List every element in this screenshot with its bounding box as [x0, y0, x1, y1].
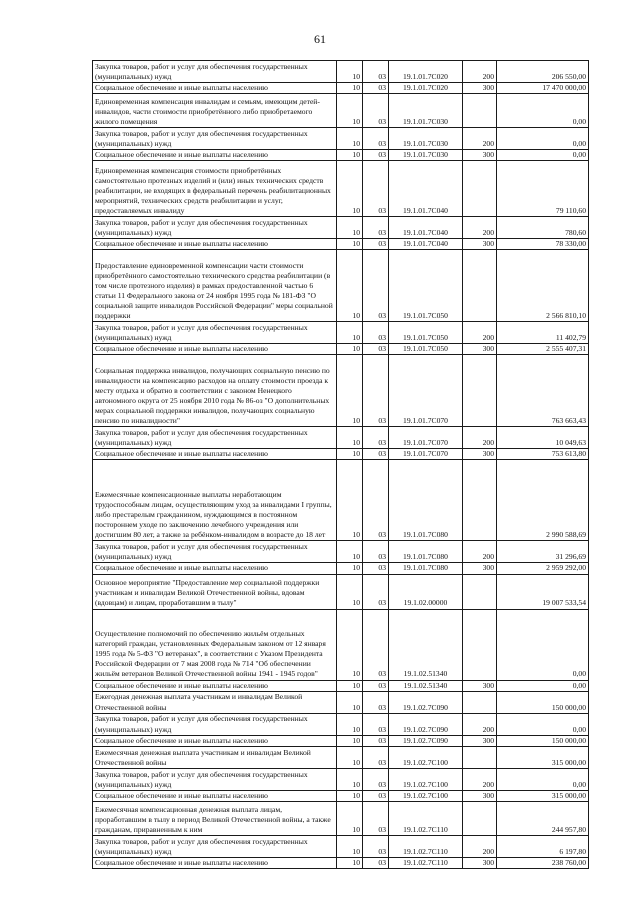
subsection-code-cell: 03 — [363, 609, 389, 680]
section-code-cell: 10 — [337, 574, 363, 609]
table-row — [93, 355, 589, 427]
section-code-cell: 10 — [337, 691, 363, 713]
item-name-cell: Ежемесячная денежная выплата участникам и инвалидам Великой Отечественной войны — [93, 746, 337, 768]
amount-cell: 11 402,79 — [497, 322, 589, 344]
table-row — [93, 768, 589, 790]
subsection-code-cell: 03 — [363, 735, 389, 746]
subsection-code-cell: 03 — [363, 857, 389, 868]
subsection-code-cell: 03 — [363, 94, 389, 128]
table-row — [93, 83, 589, 94]
amount-cell: 0,00 — [497, 609, 589, 680]
amount-cell: 0,00 — [497, 713, 589, 735]
subsection-code-cell: 03 — [363, 128, 389, 150]
table-row — [93, 460, 589, 541]
target-article-cell: 19.1.02.51340 — [389, 609, 463, 680]
section-code-cell: 10 — [337, 790, 363, 801]
item-name-cell: Социальное обеспечение и иные выплаты населению — [93, 83, 337, 94]
table-row — [93, 541, 589, 563]
section-code-cell: 10 — [337, 563, 363, 574]
table-row — [93, 94, 589, 128]
subsection-code-cell: 03 — [363, 150, 389, 161]
subsection-code-cell: 03 — [363, 239, 389, 250]
expense-type-cell — [463, 609, 497, 680]
expense-type-cell — [463, 355, 497, 427]
table-row — [93, 449, 589, 460]
table-row — [93, 322, 589, 344]
item-name-cell: Закупка товаров, работ и услуг для обеспечения государственных (муниципальных) нужд — [93, 128, 337, 150]
target-article-cell: 19.1.02.7С090 — [389, 713, 463, 735]
amount-cell: 150 000,00 — [497, 691, 589, 713]
table-row — [93, 563, 589, 574]
amount-cell: 206 550,00 — [497, 61, 589, 83]
target-article-cell: 19.1.02.7С100 — [389, 746, 463, 768]
target-article-cell: 19.1.01.7С030 — [389, 150, 463, 161]
target-article-cell: 19.1.01.7С080 — [389, 563, 463, 574]
section-code-cell: 10 — [337, 128, 363, 150]
expense-type-cell — [463, 94, 497, 128]
subsection-code-cell: 03 — [363, 344, 389, 355]
section-code-cell: 10 — [337, 768, 363, 790]
target-article-cell: 19.1.01.7С050 — [389, 344, 463, 355]
subsection-code-cell: 03 — [363, 691, 389, 713]
section-code-cell: 10 — [337, 322, 363, 344]
subsection-code-cell: 03 — [363, 217, 389, 239]
amount-cell: 315 000,00 — [497, 746, 589, 768]
item-name-cell: Закупка товаров, работ и услуг для обеспечения государственных (муниципальных) нужд — [93, 322, 337, 344]
target-article-cell: 19.1.01.7С040 — [389, 217, 463, 239]
expense-type-cell: 300 — [463, 857, 497, 868]
section-code-cell: 10 — [337, 541, 363, 563]
subsection-code-cell: 03 — [363, 790, 389, 801]
expense-type-cell — [463, 691, 497, 713]
section-code-cell: 10 — [337, 449, 363, 460]
item-name-cell: Ежегодная денежная выплата участникам и инвалидам Великой Отечественной войны — [93, 691, 337, 713]
expense-type-cell: 300 — [463, 680, 497, 691]
table-row — [93, 61, 589, 83]
item-name-cell: Основное мероприятие "Предоставление мер социальной поддержки участникам и инвалидам Великой Отечественной войны, вдовам (вдовцам) и лицам, проработавшим в тылу" — [93, 574, 337, 609]
amount-cell: 780,60 — [497, 217, 589, 239]
target-article-cell: 19.1.02.7С090 — [389, 691, 463, 713]
amount-cell: 0,00 — [497, 150, 589, 161]
item-name-cell: Закупка товаров, работ и услуг для обеспечения государственных (муниципальных) нужд — [93, 713, 337, 735]
expense-type-cell — [463, 250, 497, 322]
item-name-cell: Закупка товаров, работ и услуг для обеспечения государственных (муниципальных) нужд — [93, 427, 337, 449]
target-article-cell: 19.1.02.7С110 — [389, 835, 463, 857]
section-code-cell: 10 — [337, 609, 363, 680]
subsection-code-cell: 03 — [363, 322, 389, 344]
expense-type-cell: 200 — [463, 713, 497, 735]
section-code-cell: 10 — [337, 217, 363, 239]
subsection-code-cell: 03 — [363, 250, 389, 322]
target-article-cell: 19.1.01.7С080 — [389, 460, 463, 541]
expense-type-cell: 200 — [463, 427, 497, 449]
item-name-cell: Единовременная компенсация стоимости приобретённых самостоятельно протезных изделий и (или) иных технических средств реабилитации, не входящих в федеральный перечень реабилитационных мероприятий, технических средств реабилитации и услуг, предоставляемых инвалиду — [93, 161, 337, 217]
budget-table-body — [93, 61, 589, 869]
section-code-cell: 10 — [337, 250, 363, 322]
expense-type-cell — [463, 574, 497, 609]
expense-type-cell: 300 — [463, 83, 497, 94]
item-name-cell: Социальное обеспечение и иные выплаты населению — [93, 449, 337, 460]
item-name-cell: Закупка товаров, работ и услуг для обеспечения государственных (муниципальных) нужд — [93, 835, 337, 857]
expense-type-cell: 300 — [463, 735, 497, 746]
amount-cell: 79 110,60 — [497, 161, 589, 217]
section-code-cell: 10 — [337, 801, 363, 835]
subsection-code-cell: 03 — [363, 746, 389, 768]
amount-cell: 0,00 — [497, 128, 589, 150]
target-article-cell: 19.1.02.7С110 — [389, 857, 463, 868]
subsection-code-cell: 03 — [363, 563, 389, 574]
table-row — [93, 835, 589, 857]
expense-type-cell: 200 — [463, 128, 497, 150]
section-code-cell: 10 — [337, 427, 363, 449]
expense-type-cell: 300 — [463, 449, 497, 460]
amount-cell: 31 296,69 — [497, 541, 589, 563]
expense-type-cell: 200 — [463, 541, 497, 563]
amount-cell: 763 663,43 — [497, 355, 589, 427]
item-name-cell: Социальное обеспечение и иные выплаты населению — [93, 735, 337, 746]
table-row — [93, 680, 589, 691]
page-number: 61 — [314, 32, 326, 46]
table-row — [93, 746, 589, 768]
target-article-cell: 19.1.01.7С070 — [389, 355, 463, 427]
table-row — [93, 691, 589, 713]
target-article-cell: 19.1.01.7С070 — [389, 449, 463, 460]
table-row — [93, 427, 589, 449]
expense-type-cell: 300 — [463, 790, 497, 801]
subsection-code-cell: 03 — [363, 680, 389, 691]
expense-type-cell: 300 — [463, 563, 497, 574]
amount-cell: 0,00 — [497, 94, 589, 128]
item-name-cell: Предоставление единовременной компенсации части стоимости приобретённого самостоятельно технического средства реабилитации (в том числе протезного изделия) в рамках предоставленной частью 6 статьи 11 Федерального закона от 24 ноября 1995 года № 181-ФЗ "О социальной защите инвалидов Российской Федерации" меры социальной поддержки — [93, 250, 337, 322]
target-article-cell: 19.1.01.7С020 — [389, 83, 463, 94]
item-name-cell: Социальное обеспечение и иные выплаты населению — [93, 239, 337, 250]
expense-type-cell: 200 — [463, 768, 497, 790]
subsection-code-cell: 03 — [363, 61, 389, 83]
item-name-cell: Социальное обеспечение и иные выплаты населению — [93, 857, 337, 868]
table-row — [93, 713, 589, 735]
amount-cell: 753 613,80 — [497, 449, 589, 460]
table-row — [93, 344, 589, 355]
budget-table — [92, 60, 589, 869]
section-code-cell: 10 — [337, 713, 363, 735]
expense-type-cell: 200 — [463, 61, 497, 83]
amount-cell: 2 555 407,31 — [497, 344, 589, 355]
expense-type-cell: 200 — [463, 322, 497, 344]
target-article-cell: 19.1.01.7С040 — [389, 239, 463, 250]
amount-cell: 150 000,00 — [497, 735, 589, 746]
subsection-code-cell: 03 — [363, 713, 389, 735]
subsection-code-cell: 03 — [363, 449, 389, 460]
subsection-code-cell: 03 — [363, 161, 389, 217]
amount-cell: 78 330,00 — [497, 239, 589, 250]
table-row — [93, 609, 589, 680]
item-name-cell: Социальное обеспечение и иные выплаты населению — [93, 680, 337, 691]
target-article-cell: 19.1.01.7С080 — [389, 541, 463, 563]
amount-cell: 6 197,80 — [497, 835, 589, 857]
item-name-cell: Закупка товаров, работ и услуг для обеспечения государственных (муниципальных) нужд — [93, 768, 337, 790]
table-row — [93, 217, 589, 239]
section-code-cell: 10 — [337, 61, 363, 83]
section-code-cell: 10 — [337, 857, 363, 868]
amount-cell: 315 000,00 — [497, 790, 589, 801]
item-name-cell: Социальное обеспечение и иные выплаты населению — [93, 790, 337, 801]
table-row — [93, 161, 589, 217]
table-row — [93, 735, 589, 746]
subsection-code-cell: 03 — [363, 541, 389, 563]
amount-cell: 2 566 810,10 — [497, 250, 589, 322]
table-row — [93, 250, 589, 322]
subsection-code-cell: 03 — [363, 768, 389, 790]
subsection-code-cell: 03 — [363, 427, 389, 449]
amount-cell: 244 957,80 — [497, 801, 589, 835]
expense-type-cell — [463, 460, 497, 541]
target-article-cell: 19.1.02.7С100 — [389, 768, 463, 790]
subsection-code-cell: 03 — [363, 355, 389, 427]
item-name-cell: Ежемесячная компенсационная денежная выплата лицам, проработавшим в тылу в период Великой Отечественной войны, а также гражданам, приравненным к ним — [93, 801, 337, 835]
amount-cell: 19 007 533,54 — [497, 574, 589, 609]
item-name-cell: Закупка товаров, работ и услуг для обеспечения государственных (муниципальных) нужд — [93, 217, 337, 239]
amount-cell: 2 959 292,00 — [497, 563, 589, 574]
item-name-cell: Социальное обеспечение и иные выплаты населению — [93, 150, 337, 161]
item-name-cell: Единовременная компенсация инвалидам и семьям, имеющим детей-инвалидов, части стоимости приобретённого либо приобретаемого жилого помещения — [93, 94, 337, 128]
expense-type-cell: 300 — [463, 239, 497, 250]
amount-cell: 17 470 000,00 — [497, 83, 589, 94]
target-article-cell: 19.1.02.7С100 — [389, 790, 463, 801]
target-article-cell: 19.1.02.51340 — [389, 680, 463, 691]
subsection-code-cell: 03 — [363, 801, 389, 835]
target-article-cell: 19.1.01.7С030 — [389, 94, 463, 128]
section-code-cell: 10 — [337, 344, 363, 355]
item-name-cell: Социальная поддержка инвалидов, получающих социальную пенсию по инвалидности на компенсацию расходов на оплату стоимости проезда к месту отдыха и обратно в соответствии с законом Ненецкого автономного округа от 25 ноября 2010 года № 86-оз "О дополнительных мерах социальной поддержки инвалидов, получающих социальную пенсию по инвалидности" — [93, 355, 337, 427]
item-name-cell: Закупка товаров, работ и услуг для обеспечения государственных (муниципальных) нужд — [93, 541, 337, 563]
expense-type-cell — [463, 746, 497, 768]
section-code-cell: 10 — [337, 460, 363, 541]
item-name-cell: Социальное обеспечение и иные выплаты населению — [93, 563, 337, 574]
table-row — [93, 128, 589, 150]
amount-cell: 10 049,63 — [497, 427, 589, 449]
expense-type-cell: 200 — [463, 217, 497, 239]
section-code-cell: 10 — [337, 161, 363, 217]
target-article-cell: 19.1.01.7С050 — [389, 250, 463, 322]
item-name-cell: Закупка товаров, работ и услуг для обеспечения государственных (муниципальных) нужд — [93, 61, 337, 83]
subsection-code-cell: 03 — [363, 460, 389, 541]
subsection-code-cell: 03 — [363, 835, 389, 857]
amount-cell: 0,00 — [497, 680, 589, 691]
target-article-cell: 19.1.02.00000 — [389, 574, 463, 609]
table-row — [93, 239, 589, 250]
target-article-cell: 19.1.01.7С050 — [389, 322, 463, 344]
section-code-cell: 10 — [337, 83, 363, 94]
target-article-cell: 19.1.01.7С070 — [389, 427, 463, 449]
target-article-cell: 19.1.01.7С040 — [389, 161, 463, 217]
target-article-cell: 19.1.01.7С020 — [389, 61, 463, 83]
table-row — [93, 574, 589, 609]
target-article-cell: 19.1.01.7С030 — [389, 128, 463, 150]
section-code-cell: 10 — [337, 239, 363, 250]
expense-type-cell — [463, 801, 497, 835]
subsection-code-cell: 03 — [363, 574, 389, 609]
section-code-cell: 10 — [337, 680, 363, 691]
section-code-cell: 10 — [337, 735, 363, 746]
item-name-cell: Ежемесячные компенсационные выплаты неработающим трудоспособным лицам, осуществляющим уход за инвалидами I группы, либо престарелым гражданином, нуждающимся в постоянном постороннем уходе по заключению лечебного учреждения или достигшим 80 лет, а также за ребёнком-инвалидом в возрасте до 18 лет — [93, 460, 337, 541]
expense-type-cell: 300 — [463, 344, 497, 355]
table-row — [93, 790, 589, 801]
section-code-cell: 10 — [337, 150, 363, 161]
section-code-cell: 10 — [337, 835, 363, 857]
target-article-cell: 19.1.02.7С110 — [389, 801, 463, 835]
table-row — [93, 857, 589, 868]
subsection-code-cell: 03 — [363, 83, 389, 94]
expense-type-cell — [463, 161, 497, 217]
section-code-cell: 10 — [337, 355, 363, 427]
item-name-cell: Осуществление полномочий по обеспечению жильём отдельных категорий граждан, установленных Федеральным законом от 12 января 1995 года № 5-ФЗ "О ветеранах", в соответствии с Указом Президента Российской Федерации от 7 мая 2008 года № 714 "Об обеспечении жильём ветеранов Великой Отечественной войны 1941 - 1945 годов" — [93, 609, 337, 680]
amount-cell: 0,00 — [497, 768, 589, 790]
table-row — [93, 150, 589, 161]
amount-cell: 2 990 588,69 — [497, 460, 589, 541]
table-row — [93, 801, 589, 835]
target-article-cell: 19.1.02.7С090 — [389, 735, 463, 746]
expense-type-cell: 200 — [463, 835, 497, 857]
expense-type-cell: 300 — [463, 150, 497, 161]
item-name-cell: Социальное обеспечение и иные выплаты населению — [93, 344, 337, 355]
section-code-cell: 10 — [337, 746, 363, 768]
section-code-cell: 10 — [337, 94, 363, 128]
amount-cell: 238 760,00 — [497, 857, 589, 868]
